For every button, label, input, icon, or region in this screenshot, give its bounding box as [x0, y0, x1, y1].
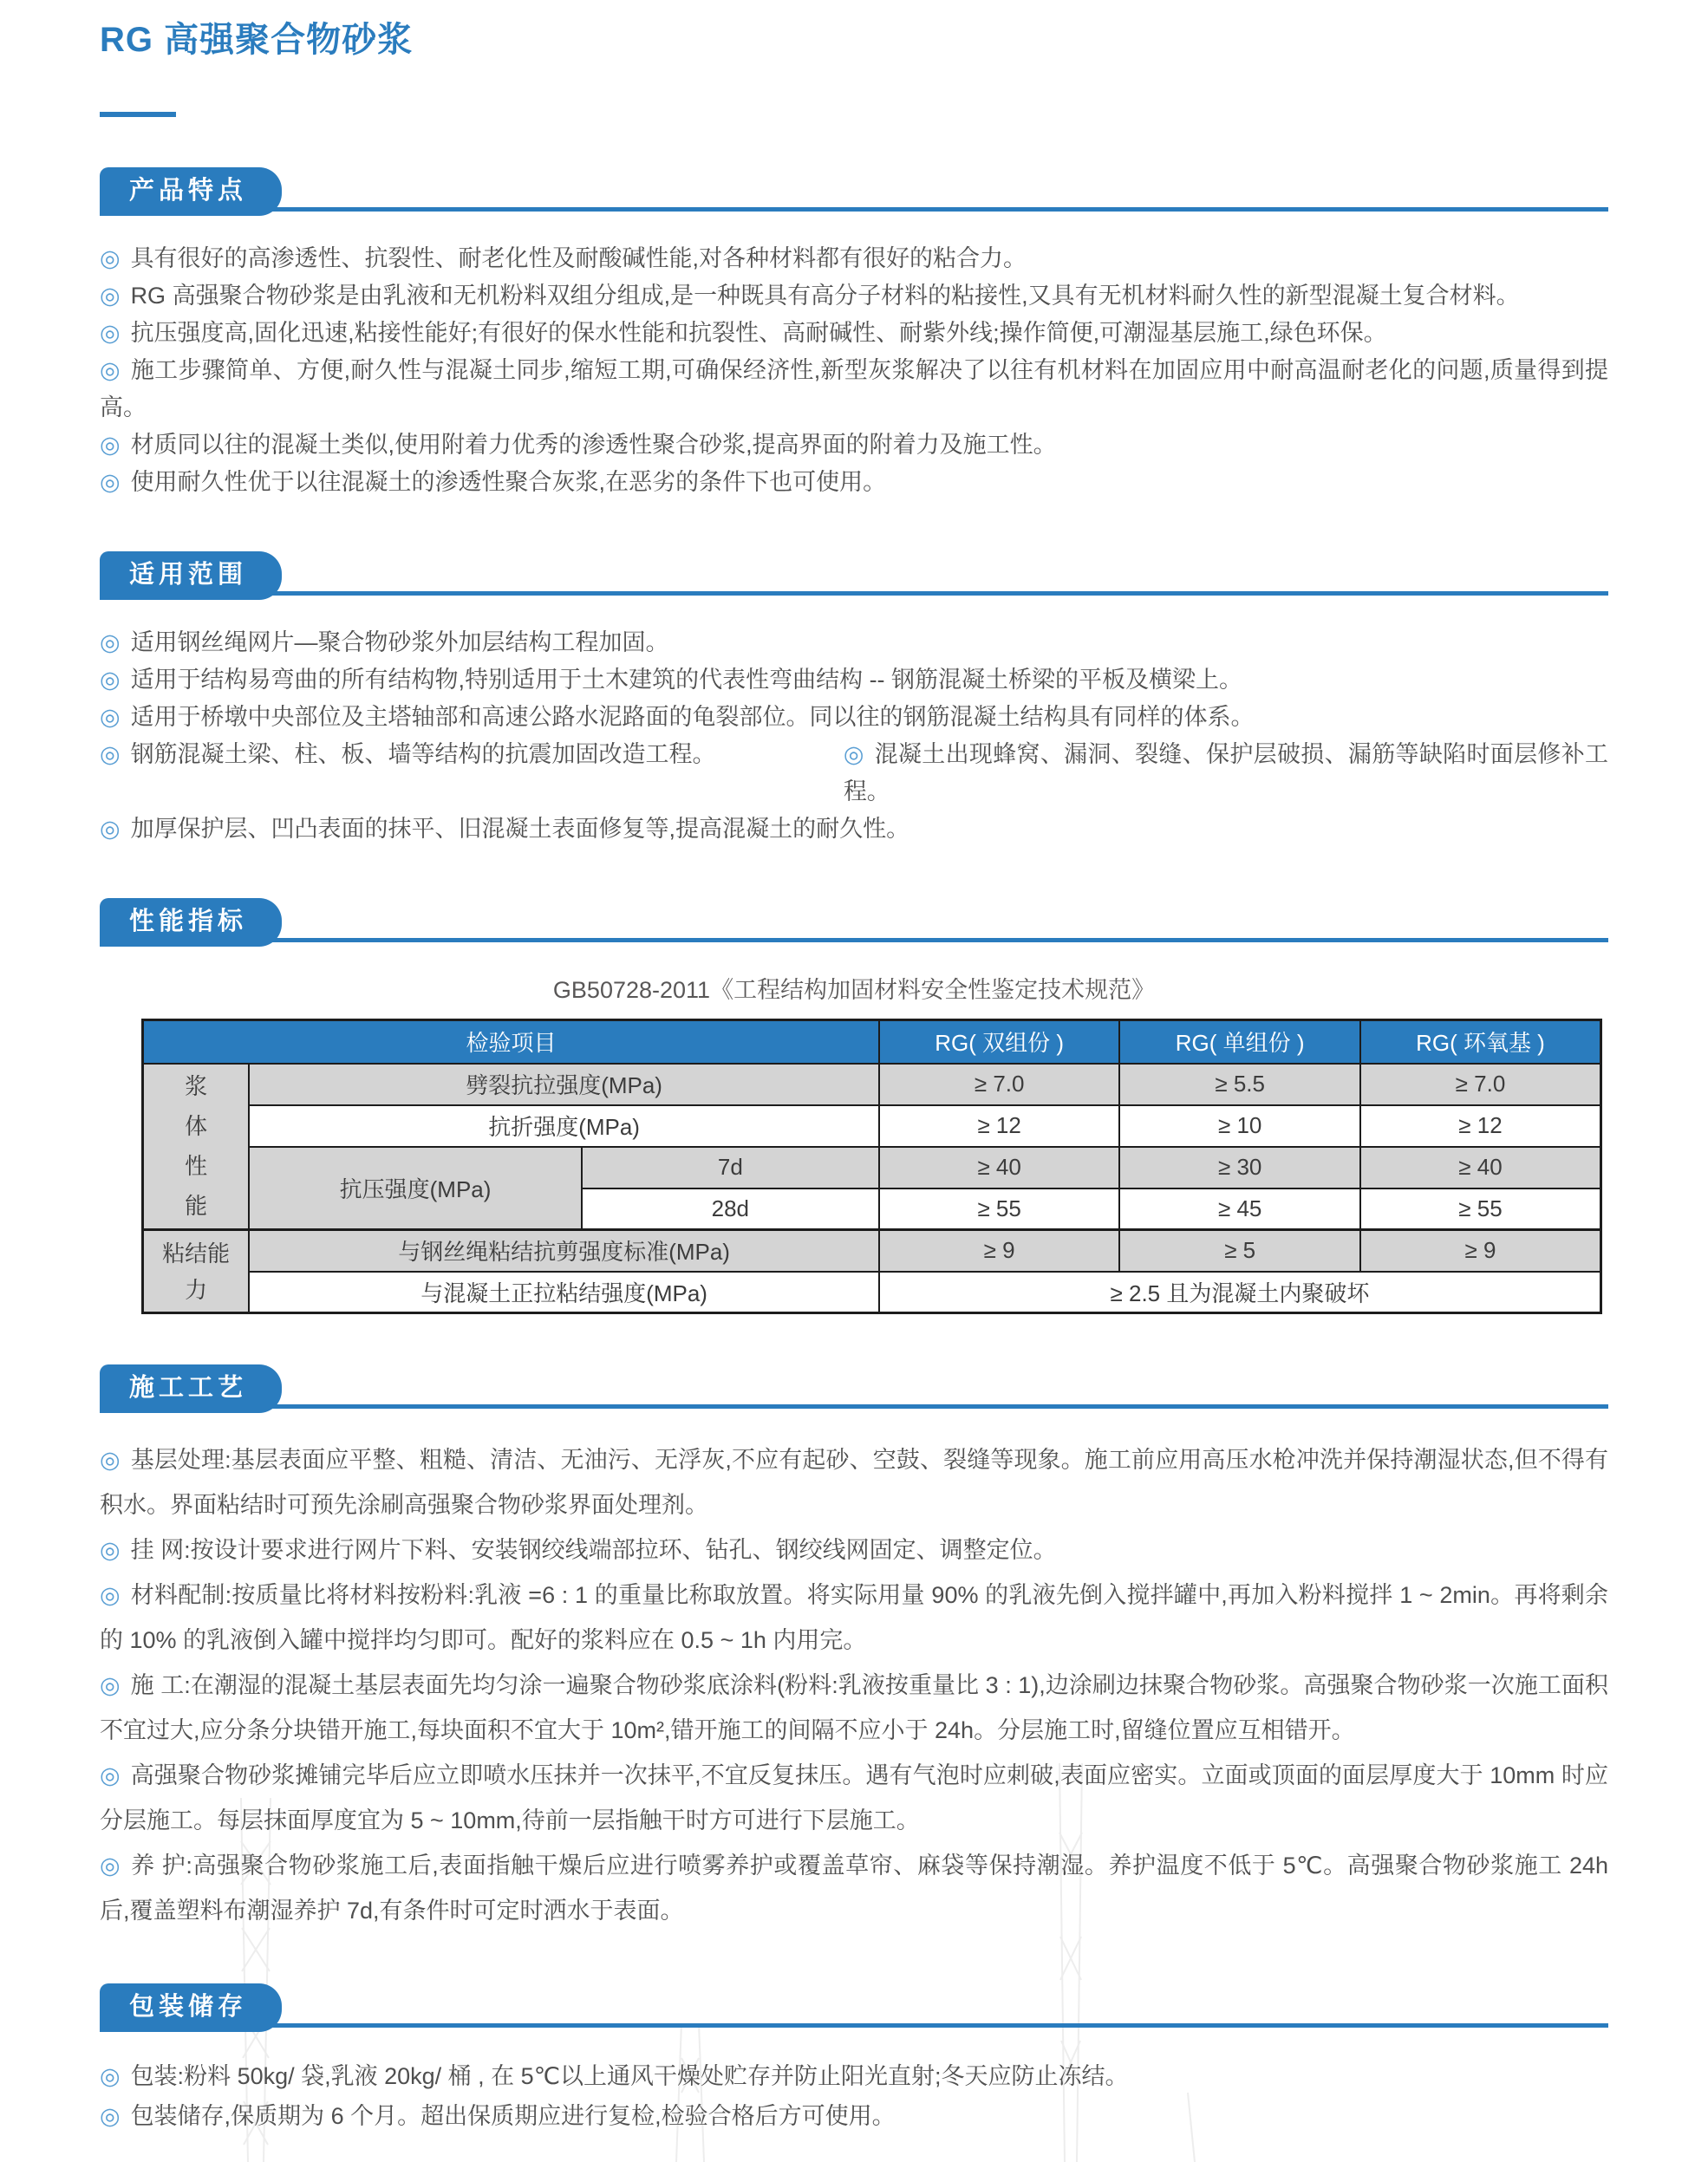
- section-process: [100, 1364, 1608, 1933]
- table-header-row: [143, 1020, 1601, 1064]
- feature-text: 抗压强度高,固化迅速,粘接性能好;有很好的保水性能和抗裂性、高耐碱性、耐紫外线;操作简便,可潮湿基层施工,绿色环保。: [130, 320, 1387, 346]
- section-header-scope: [100, 551, 1608, 600]
- bullet-icon: ◎: [100, 283, 121, 309]
- bullet-icon: ◎: [100, 357, 121, 383]
- bullet-icon: ◎: [100, 629, 121, 655]
- scope-pair-left: [100, 736, 844, 811]
- table-cell: ≥ 7.0: [879, 1064, 1120, 1105]
- section-header-performance: [100, 898, 1608, 947]
- section-rule: [100, 207, 1608, 212]
- bullet-icon: ◎: [843, 741, 864, 767]
- bullet-icon: ◎: [100, 432, 121, 458]
- section-packaging: [100, 1983, 1608, 2136]
- scope-item: [100, 624, 1608, 661]
- table-cell: ≥ 55: [1360, 1188, 1601, 1230]
- feature-item: [100, 315, 1608, 352]
- scope-text: 钢筋混凝土梁、柱、板、墙等结构的抗震加固改造工程。: [130, 741, 716, 767]
- bullet-icon: ◎: [100, 1537, 121, 1563]
- bullet-icon: ◎: [100, 2103, 121, 2129]
- table-cell: ≥ 12: [879, 1105, 1120, 1147]
- table-cell: 与混凝土正拉粘结强度(MPa): [249, 1272, 879, 1313]
- packaging-text: 包装:粉料 50kg/ 袋,乳液 20kg/ 桶 , 在 5℃以上通风干燥处贮存并防止阳光直射;冬天应防止冻结。: [130, 2063, 1129, 2089]
- table-row: [143, 1272, 1601, 1313]
- table-cell: ≥ 45: [1119, 1188, 1360, 1230]
- group-label-bond: 粘结能力: [143, 1230, 250, 1313]
- section-rule: [100, 938, 1608, 942]
- col-header-rg-two-part: RG( 双组份 ): [879, 1020, 1120, 1064]
- table-caption: GB50728-2011《工程结构加固材料安全性鉴定技术规范》: [552, 977, 1156, 1003]
- section-rule: [100, 1404, 1608, 1409]
- bullet-icon: ◎: [100, 469, 121, 495]
- section-header-features: [100, 167, 1608, 216]
- table-cell: ≥ 2.5 且为混凝土内聚破坏: [879, 1272, 1601, 1313]
- table-cell: ≥ 40: [879, 1147, 1120, 1188]
- process-text: 材料配制:按质量比将材料按粉料:乳液 =6 : 1 的重量比称取放置。将实际用量 90% 的乳液先倒入搅拌罐中,再加入粉料搅拌 1 ~ 2min。再将剩余的 10% 的乳液倒入罐中搅拌均匀即可。配好的浆料应在 0.5 ~ 1h 内用完。: [100, 1582, 1608, 1653]
- group-label-slurry: 浆体性能: [143, 1064, 250, 1230]
- process-item: [100, 1573, 1608, 1663]
- document-header: [100, 12, 1608, 117]
- col-header-rg-one-part: RG( 单组份 ): [1119, 1020, 1360, 1064]
- scope-text: 适用钢丝绳网片—聚合物砂浆外加层结构工程加固。: [130, 629, 669, 655]
- table-cell-compressive: 抗压强度(MPa): [249, 1147, 581, 1230]
- table-cell: ≥ 9: [1360, 1230, 1601, 1272]
- features-list: [100, 240, 1608, 501]
- table-cell: ≥ 5: [1119, 1230, 1360, 1272]
- feature-text: RG 高强聚合物砂浆是由乳液和无机粉料双组分组成,是一种既具有高分子材料的粘接性,又具有无机材料耐久性的新型混凝土复合材料。: [130, 283, 1520, 309]
- col-header-item: 检验项目: [143, 1020, 879, 1064]
- table-row: [143, 1147, 1601, 1188]
- packaging-item: [100, 2096, 1608, 2136]
- process-text: 养 护:高强聚合物砂浆施工后,表面指触干燥后应进行喷雾养护或覆盖草帘、麻袋等保持潮湿。养护温度不低于 5℃。高强聚合物砂浆施工 24h 后,覆盖塑料布潮湿养护 7d,有条件时可定时洒水于表面。: [100, 1853, 1608, 1924]
- section-rule: [100, 2023, 1608, 2028]
- table-cell: ≥ 55: [879, 1188, 1120, 1230]
- table-cell: ≥ 30: [1119, 1147, 1360, 1188]
- title-underline: [100, 112, 176, 117]
- scope-text: 适用于桥墩中央部位及主塔轴部和高速公路水泥路面的龟裂部位。同以往的钢筋混凝土结构具有同样的体系。: [130, 704, 1255, 730]
- section-header-packaging: [100, 1983, 1608, 2032]
- table-cell: ≥ 5.5: [1119, 1064, 1360, 1105]
- process-item: [100, 1437, 1608, 1527]
- section-badge-features: 产品特点: [100, 167, 282, 216]
- bullet-icon: ◎: [100, 245, 121, 271]
- table-cell: ≥ 12: [1360, 1105, 1601, 1147]
- feature-text: 使用耐久性优于以往混凝土的渗透性聚合灰浆,在恶劣的条件下也可使用。: [130, 469, 887, 495]
- feature-item: [100, 427, 1608, 464]
- process-item: [100, 1527, 1608, 1573]
- process-list: [100, 1437, 1608, 1933]
- bullet-icon: ◎: [100, 667, 121, 693]
- packaging-text: 包装储存,保质期为 6 个月。超出保质期应进行复检,检验合格后方可使用。: [130, 2103, 896, 2129]
- process-text: 施 工:在潮湿的混凝土基层表面先均匀涂一遍聚合物砂浆底涂料(粉料:乳液按重量比 3 : 1),边涂刷边抹聚合物砂浆。高强聚合物砂浆一次施工面积不宜过大,应分条分块错开施工,每块面积不宜大于 10m²,错开施工的间隔不应小于 24h。分层施工时,留缝位置应互相错开。: [100, 1672, 1609, 1743]
- section-scope: [100, 551, 1608, 848]
- table-cell: ≥ 10: [1119, 1105, 1360, 1147]
- process-text: 基层处理:基层表面应平整、粗糙、清洁、无油污、无浮灰,不应有起砂、空鼓、裂缝等现象。施工前应用高压水枪冲洗并保持潮湿状态,但不得有积水。界面粘结时可预先涂刷高强聚合物砂浆界面处理剂。: [100, 1447, 1608, 1518]
- feature-text: 材质同以往的混凝土类似,使用附着力优秀的渗透性聚合砂浆,提高界面的附着力及施工性。: [130, 432, 1057, 458]
- scope-item: [100, 699, 1608, 736]
- table-cell: 7d: [582, 1147, 879, 1188]
- bullet-icon: ◎: [100, 1582, 121, 1608]
- bullet-icon: ◎: [100, 741, 121, 767]
- feature-text: 具有很好的高渗透性、抗裂性、耐老化性及耐酸碱性能,对各种材料都有很好的粘合力。: [130, 245, 1027, 271]
- section-rule: [100, 591, 1608, 596]
- process-item: [100, 1663, 1608, 1753]
- section-badge-process: 施工工艺: [100, 1364, 282, 1413]
- feature-text: 施工步骤简单、方便,耐久性与混凝土同步,缩短工期,可确保经济性,新型灰浆解决了以往有机材料在加固应用中耐高温耐老化的问题,质量得到提高。: [100, 357, 1608, 420]
- process-text: 挂 网:按设计要求进行网片下料、安装钢绞线端部拉环、钻孔、钢绞线网固定、调整定位。: [130, 1537, 1057, 1563]
- section-badge-packaging: 包装储存: [100, 1983, 282, 2032]
- section-features: [100, 167, 1608, 501]
- scope-text: 混凝土出现蜂窝、漏洞、裂缝、保护层破损、漏筋等缺陷时面层修补工程。: [843, 741, 1609, 804]
- bullet-icon: ◎: [100, 1762, 121, 1788]
- scope-text: 适用于结构易弯曲的所有结构物,特别适用于土木建筑的代表性弯曲结构 -- 钢筋混凝土桥梁的平板及横梁上。: [130, 667, 1243, 693]
- bullet-icon: ◎: [100, 1447, 121, 1473]
- section-badge-performance: 性能指标: [100, 898, 282, 947]
- table-cell: ≥ 40: [1360, 1147, 1601, 1188]
- packaging-list: [100, 2056, 1608, 2136]
- table-cell: ≥ 9: [879, 1230, 1120, 1272]
- packaging-item: [100, 2056, 1608, 2096]
- bullet-icon: ◎: [100, 704, 121, 730]
- scope-item: [100, 811, 1608, 848]
- bullet-icon: ◎: [100, 1672, 121, 1698]
- table-cell: 28d: [582, 1188, 879, 1230]
- bullet-icon: ◎: [100, 816, 121, 842]
- table-cell: 劈裂抗拉强度(MPa): [249, 1064, 879, 1105]
- feature-item: [100, 240, 1608, 277]
- col-header-rg-epoxy: RG( 环氧基 ): [1360, 1020, 1601, 1064]
- process-text: 高强聚合物砂浆摊铺完毕后应立即喷水压抹并一次抹平,不宜反复抹压。遇有气泡时应刺破,表面应密实。立面或顶面的面层厚度大于 10mm 时应分层施工。每层抹面厚度宜为 5 ~ 10mm,待前一层指触干时方可进行下层施工。: [100, 1762, 1608, 1833]
- scope-list: [100, 624, 1608, 848]
- performance-table: [141, 1019, 1602, 1314]
- process-item: [100, 1843, 1608, 1933]
- feature-item: [100, 352, 1608, 427]
- scope-item: [100, 661, 1608, 699]
- section-header-process: [100, 1364, 1608, 1413]
- bullet-icon: ◎: [100, 320, 121, 346]
- table-cell: 抗折强度(MPa): [249, 1105, 879, 1147]
- process-item: [100, 1753, 1608, 1843]
- table-cell: 与钢丝绳粘结抗剪强度标准(MPa): [249, 1230, 879, 1272]
- section-badge-scope: 适用范围: [100, 551, 282, 600]
- section-performance: [100, 898, 1608, 1314]
- feature-item: [100, 464, 1608, 501]
- scope-pair-right: [844, 736, 1608, 811]
- page-title: RG 高强聚合物砂浆: [100, 21, 414, 59]
- bullet-icon: ◎: [100, 2063, 121, 2089]
- table-cell: ≥ 7.0: [1360, 1064, 1601, 1105]
- scope-item-pair: [100, 736, 1608, 811]
- table-row: [143, 1230, 1601, 1272]
- feature-item: [100, 277, 1608, 315]
- table-row: [143, 1105, 1601, 1147]
- scope-text: 加厚保护层、凹凸表面的抹平、旧混凝土表面修复等,提高混凝土的耐久性。: [130, 816, 910, 842]
- bullet-icon: ◎: [100, 1853, 121, 1879]
- table-row: [143, 1064, 1601, 1105]
